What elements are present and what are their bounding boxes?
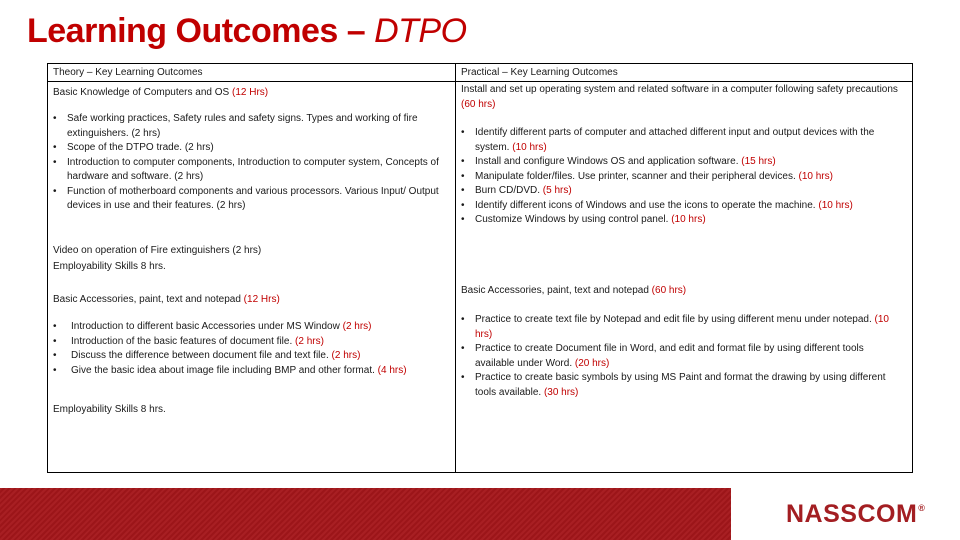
- practical-section1-hrs: (60 hrs): [461, 98, 496, 110]
- practical-section1-text: Install and set up operating system and related software in a computer following safety precautions (60 hrs): [461, 84, 898, 110]
- list-item: • Install and configure Windows OS and application software. (15 hrs): [461, 155, 901, 170]
- page-title: [27, 12, 467, 51]
- list-item: • Identify different icons of Windows and use the icons to operate the machine. (10 hrs): [461, 199, 901, 214]
- list-item: • Practice to create Document file in Word, and edit and format file by using different tools available under Word. (20 hrs): [461, 342, 901, 371]
- theory-column: [48, 64, 456, 472]
- theory-section2-hrs: (12 Hrs): [243, 294, 280, 305]
- theory-section2-list: [53, 320, 450, 378]
- list-item: • Discuss the difference between document file and text file. (2 hrs): [53, 349, 450, 364]
- list-item: • Introduction to different basic Accessories under MS Window (2 hrs): [53, 320, 450, 335]
- list-item: • Manipulate folder/files. Use printer, scanner and their peripheral devices. (10 hrs): [461, 170, 901, 185]
- theory-header: Theory – Key Learning Outcomes: [48, 64, 455, 82]
- list-item: • Introduction of the basic features of document file. (2 hrs): [53, 335, 450, 350]
- theory-video-line: Video on operation of Fire extinguishers (2 hrs): [53, 245, 262, 256]
- practical-section2-list: [461, 313, 901, 400]
- list-item: • Practice to create basic symbols by using MS Paint and format the drawing by using different tools available. (30 hrs): [461, 371, 901, 400]
- practical-column: [456, 64, 912, 472]
- theory-section2-title: Basic Accessories, paint, text and notepad (12 Hrs): [53, 294, 280, 305]
- registered-mark: ®: [918, 503, 926, 513]
- title-italic: DTPO: [374, 12, 467, 50]
- theory-employability-2: Employability Skills 8 hrs.: [53, 404, 166, 415]
- list-item: • Introduction to computer components, Introduction to computer system, Concepts of hardware and software. (2 hrs): [53, 156, 450, 185]
- outcomes-table: [47, 63, 913, 473]
- theory-section1-title: Basic Knowledge of Computers and OS (12 Hrs): [53, 87, 269, 98]
- list-item: • Scope of the DTPO trade. (2 hrs): [53, 141, 450, 156]
- list-item: • Burn CD/DVD. (5 hrs): [461, 184, 901, 199]
- practical-section2-title: Basic Accessories, paint, text and notepad (60 hrs): [461, 285, 687, 296]
- list-item: • Function of motherboard components and various processors. Various Input/ Output devices in use and their features. (2 hrs): [53, 185, 450, 214]
- list-item: • Safe working practices, Safety rules and safety signs. Types and working of fire extinguishers. (2 hrs): [53, 112, 450, 141]
- nasscom-logo: NASSCOM®: [786, 500, 926, 528]
- title-main: Learning Outcomes –: [27, 12, 366, 50]
- list-item: • Give the basic idea about image file including BMP and other format. (4 hrs): [53, 364, 450, 379]
- footer-bar: [0, 488, 731, 540]
- practical-header: Practical – Key Learning Outcomes: [456, 64, 912, 82]
- theory-section1-hrs: (12 Hrs): [232, 87, 269, 98]
- practical-section2-hrs: (60 hrs): [651, 285, 687, 296]
- list-item: • Practice to create text file by Notepad and edit file by using different menu under notepad. (10 hrs): [461, 313, 901, 342]
- theory-section1-list: [53, 112, 450, 214]
- list-item: • Identify different parts of computer and attached different input and output devices with the system. (10 hrs): [461, 126, 901, 155]
- list-item: • Customize Windows by using control panel. (10 hrs): [461, 213, 901, 228]
- theory-employability-1: Employability Skills 8 hrs.: [53, 261, 166, 272]
- practical-section1-list: [461, 126, 901, 228]
